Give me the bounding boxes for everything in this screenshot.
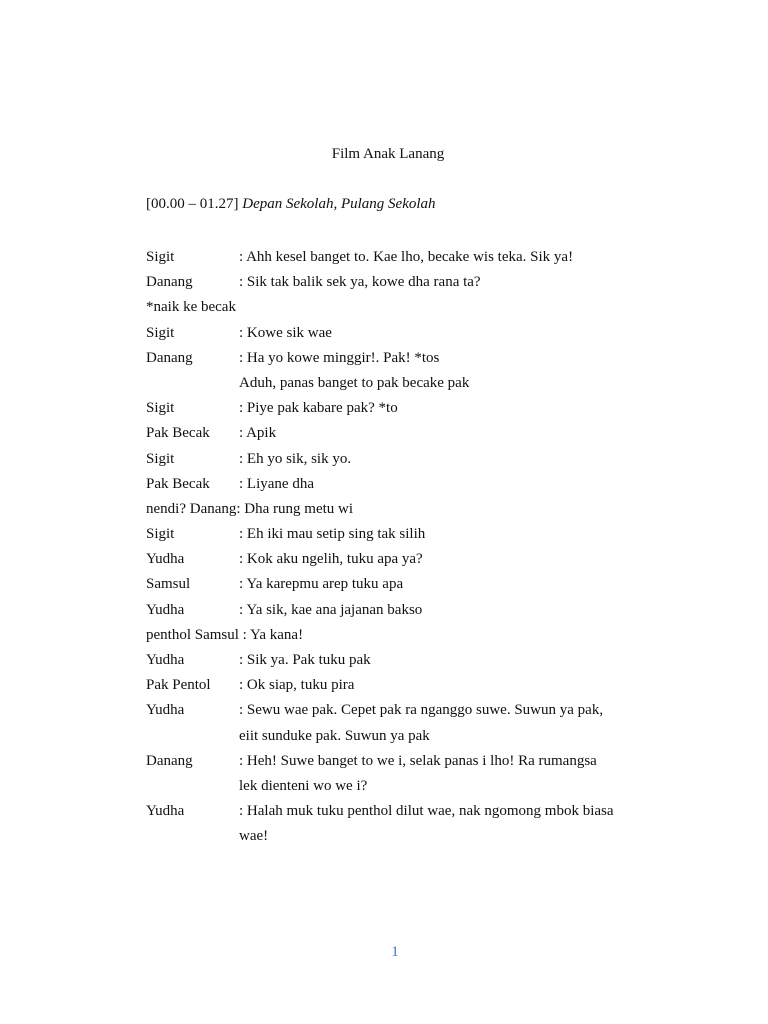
- dialogue-text: wae!: [239, 828, 269, 845]
- dialogue-line: [146, 245, 646, 270]
- scene-heading: [146, 196, 436, 213]
- scene-time: [00.00 – 01.27]: [146, 196, 239, 212]
- speaker-name: Sigit: [146, 400, 175, 417]
- speaker-name: Pak Pentol: [146, 677, 211, 694]
- dialogue-line: [146, 497, 646, 522]
- dialogue-line: [146, 447, 646, 472]
- dialogue-text: : Ha yo kowe minggir!. Pak! *tos: [239, 349, 440, 366]
- dialogue-text: : Kowe sik wae: [239, 324, 332, 341]
- dialogue-line: [146, 824, 646, 849]
- stage-direction: nendi? Danang: Dha rung metu wi: [146, 500, 354, 517]
- dialogue-text: : Sik tak balik sek ya, kowe dha rana ta?: [239, 274, 481, 291]
- speaker-name: Sigit: [146, 324, 175, 341]
- dialogue-line: [146, 396, 646, 421]
- dialogue-line: [146, 774, 646, 799]
- dialogue-text: : Ya karepmu arep tuku apa: [239, 576, 404, 593]
- dialogue-text: : Heh! Suwe banget to we i, selak panas i lho! Ra rumangsa: [239, 752, 597, 769]
- speaker-name: Yudha: [146, 601, 185, 618]
- speaker-name: Danang: [146, 349, 193, 366]
- dialogue-text: : Ok siap, tuku pira: [239, 677, 355, 694]
- speaker-name: Pak Becak: [146, 475, 210, 492]
- speaker-name: Danang: [146, 752, 193, 769]
- dialogue-block: [146, 245, 646, 850]
- dialogue-line: [146, 270, 646, 295]
- speaker-name: Yudha: [146, 652, 185, 668]
- speaker-name: Pak Becak: [146, 425, 210, 442]
- document-title: Film Anak Lanang: [331, 146, 445, 162]
- speaker-name: Yudha: [146, 702, 185, 719]
- dialogue-line: [146, 421, 646, 446]
- dialogue-line: [146, 295, 646, 320]
- dialogue-text: : Halah muk tuku penthol dilut wae, nak ngomong mbok biasa: [239, 803, 614, 820]
- speaker-name: Yudha: [146, 803, 185, 820]
- dialogue-line: [146, 371, 646, 396]
- dialogue-text: : Piye pak kabare pak? *to: [239, 400, 398, 417]
- dialogue-text: eiit sunduke pak. Suwun ya pak: [239, 727, 430, 744]
- dialogue-text: : Apik: [239, 425, 277, 442]
- dialogue-text: lek dienteni wo we i?: [239, 777, 368, 794]
- speaker-name: Yudha: [146, 551, 185, 568]
- dialogue-line: [146, 673, 646, 698]
- dialogue-line: [146, 321, 646, 346]
- dialogue-text: : Sik ya. Pak tuku pak: [239, 652, 371, 668]
- dialogue-line: [146, 547, 646, 572]
- dialogue-text: Aduh, panas banget to pak becake pak: [239, 374, 470, 391]
- stage-direction: penthol Samsul : Ya kana!: [146, 626, 304, 643]
- dialogue-text: : Ya sik, kae ana jajanan bakso: [239, 601, 423, 618]
- dialogue-line: [146, 598, 646, 623]
- speaker-name: Danang: [146, 274, 193, 291]
- dialogue-text: : Eh yo sik, sik yo.: [239, 450, 352, 467]
- page-number: 1: [391, 944, 399, 960]
- dialogue-line: [146, 698, 646, 723]
- dialogue-text: : Kok aku ngelih, tuku apa ya?: [239, 551, 423, 568]
- dialogue-text: : Eh iki mau setip sing tak silih: [239, 526, 426, 543]
- dialogue-text: : Liyane dha: [239, 475, 314, 492]
- dialogue-text: : Ahh kesel banget to. Kae lho, becake wis teka. Sik ya!: [239, 249, 574, 265]
- dialogue-line: [146, 346, 646, 371]
- stage-direction: *naik ke becak: [146, 299, 236, 316]
- dialogue-line: [146, 799, 646, 824]
- dialogue-line: [146, 572, 646, 597]
- dialogue-line: [146, 749, 646, 774]
- dialogue-line: [146, 623, 646, 648]
- dialogue-line: [146, 648, 646, 673]
- scene-location: Depan Sekolah, Pulang Sekolah: [242, 196, 436, 212]
- speaker-name: Samsul: [146, 576, 191, 593]
- speaker-name: Sigit: [146, 526, 175, 543]
- dialogue-line: [146, 472, 646, 497]
- speaker-name: Sigit: [146, 450, 175, 467]
- speaker-name: Sigit: [146, 249, 175, 265]
- dialogue-text: : Sewu wae pak. Cepet pak ra nganggo suwe. Suwun ya pak,: [239, 702, 604, 719]
- dialogue-line: [146, 522, 646, 547]
- dialogue-line: [146, 724, 646, 749]
